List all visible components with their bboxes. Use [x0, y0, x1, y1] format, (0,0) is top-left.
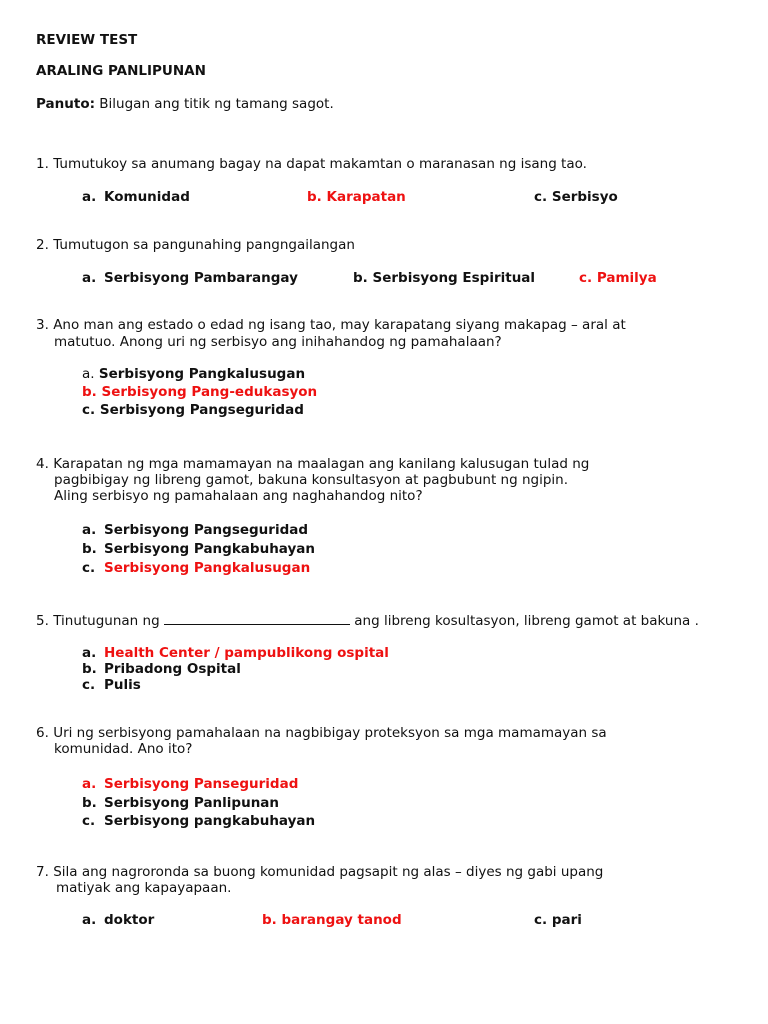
choice-letter: a. [82, 522, 97, 538]
choice-c [82, 813, 315, 830]
choice-letter: b. [82, 795, 97, 811]
choice-text: Serbisyong Panlipunan [104, 795, 280, 811]
choice-letter: a. [82, 270, 97, 286]
question-number: 7. [36, 864, 49, 880]
question-number: 2. [36, 237, 49, 253]
question-stem [36, 156, 587, 173]
question-text-line-1: Sila ang nagroronda sa buong komunidad pagsapit ng alas – diyes ng gabi upang [53, 864, 604, 880]
choice-text: pari [551, 912, 582, 928]
question-text-after-blank: ang libreng kosultasyon, libreng gamot at bakuna . [354, 613, 699, 629]
choice-text: Serbisyong Panseguridad [104, 776, 299, 792]
question-number: 5. [36, 613, 49, 629]
choice-text: Pulis [104, 677, 141, 693]
question-text-line-1: Karapatan ng mga mamamayan na maalagan ang kanilang kalusugan tulad ng [53, 456, 590, 472]
question-number: 1. [36, 156, 49, 172]
question-text-line-2: komunidad. Ano ito? [54, 741, 193, 757]
question-text-line-3: Aling serbisyo ng pamahalaan ang naghahandog nito? [54, 488, 423, 504]
choice-letter: b. [307, 189, 322, 205]
choice-text: Serbisyong Pangkabuhayan [104, 541, 316, 557]
choice-b [82, 661, 241, 678]
choice-letter: b. [82, 541, 97, 557]
choice-a [82, 522, 308, 539]
choice-text: Serbisyong Pangkalusugan [98, 366, 306, 382]
question-number: 3. [36, 317, 49, 333]
question-text-line-2: matutuo. Anong uri ng serbisyo ang inihahandog ng pamahalaan? [54, 334, 502, 350]
choice-letter: c. [534, 912, 548, 928]
choice-letter: a. [82, 366, 95, 382]
choice-b [262, 912, 402, 929]
choice-text: Pamilya [596, 270, 657, 286]
choice-letter: b. [262, 912, 277, 928]
choice-a [82, 270, 298, 287]
choice-letter: a. [82, 189, 97, 205]
choice-a [82, 776, 298, 793]
question-text-before-blank: Tinutugunan ng [53, 613, 160, 629]
choice-text: Health Center / pampublikong ospital [104, 645, 389, 661]
choice-letter: c. [534, 189, 548, 205]
choice-a [82, 645, 389, 662]
choice-letter: b. [82, 384, 97, 400]
choice-c [534, 912, 582, 929]
choice-letter: a. [82, 645, 97, 661]
choice-text: Serbisyong Pangkalusugan [104, 560, 311, 576]
choice-c [579, 270, 657, 287]
question-text-line-1: Ano man ang estado o edad ng isang tao, may karapatang siyang makapag – aral at [53, 317, 626, 333]
choice-b [353, 270, 535, 287]
question-number: 6. [36, 725, 49, 741]
choice-a [82, 189, 190, 206]
instruction-label: Panuto: [36, 96, 95, 112]
choice-letter: c. [82, 560, 96, 576]
question-text-line-2: pagbibigay ng libreng gamot, bakuna konsultasyon at pagbubunt ng ngipin. [54, 472, 568, 488]
choice-text: Komunidad [104, 189, 190, 205]
choice-letter: c. [82, 813, 96, 829]
choice-letter: c. [82, 402, 96, 418]
choice-letter: c. [579, 270, 593, 286]
choice-text: Serbisyong Pangseguridad [99, 402, 304, 418]
choice-c [82, 402, 304, 419]
choice-a [82, 366, 305, 383]
question-stem [36, 864, 603, 881]
choice-b [82, 541, 315, 558]
choice-c [82, 677, 141, 694]
choice-b [307, 189, 406, 206]
choice-text: Serbisyong Espiritual [372, 270, 536, 286]
subject-heading: ARALING PANLIPUNAN [36, 63, 206, 79]
instructions [36, 96, 334, 113]
choice-letter: a. [82, 912, 97, 928]
choice-a [82, 912, 154, 929]
question-stem [36, 725, 607, 742]
choice-text: barangay tanod [281, 912, 402, 928]
choice-text: Serbisyong pangkabuhayan [104, 813, 316, 829]
question-text-line-1: Uri ng serbisyong pamahalaan na nagbibigay proteksyon sa mga mamamayan sa [53, 725, 607, 741]
choice-text: Serbisyong Pang-edukasyon [101, 384, 318, 400]
choice-text: Serbisyong Pambarangay [104, 270, 298, 286]
choice-c [82, 560, 310, 577]
question-stem [36, 317, 626, 334]
question-text: Tumutugon sa pangunahing pangngailangan [53, 237, 355, 253]
choice-letter: b. [353, 270, 368, 286]
choice-b [82, 795, 279, 812]
question-text: Tumutukoy sa anumang bagay na dapat makamtan o maranasan ng isang tao. [53, 156, 587, 172]
choice-text: Serbisyong Pangseguridad [104, 522, 309, 538]
question-stem [36, 456, 589, 473]
choice-text: Karapatan [326, 189, 406, 205]
choice-b [82, 384, 317, 401]
choice-text: Serbisyo [551, 189, 618, 205]
document-title: REVIEW TEST [36, 32, 138, 48]
question-text-line-2: matiyak ang kapayapaan. [56, 880, 232, 896]
question-number: 4. [36, 456, 49, 472]
choice-letter: a. [82, 776, 97, 792]
answer-blank [164, 612, 350, 625]
choice-text: doktor [104, 912, 155, 928]
choice-c [534, 189, 618, 206]
question-stem [36, 612, 699, 630]
choice-text: Pribadong Ospital [104, 661, 241, 677]
choice-letter: c. [82, 677, 96, 693]
instruction-text: Bilugan ang titik ng tamang sagot. [99, 96, 334, 112]
question-stem [36, 237, 355, 254]
choice-letter: b. [82, 661, 97, 677]
